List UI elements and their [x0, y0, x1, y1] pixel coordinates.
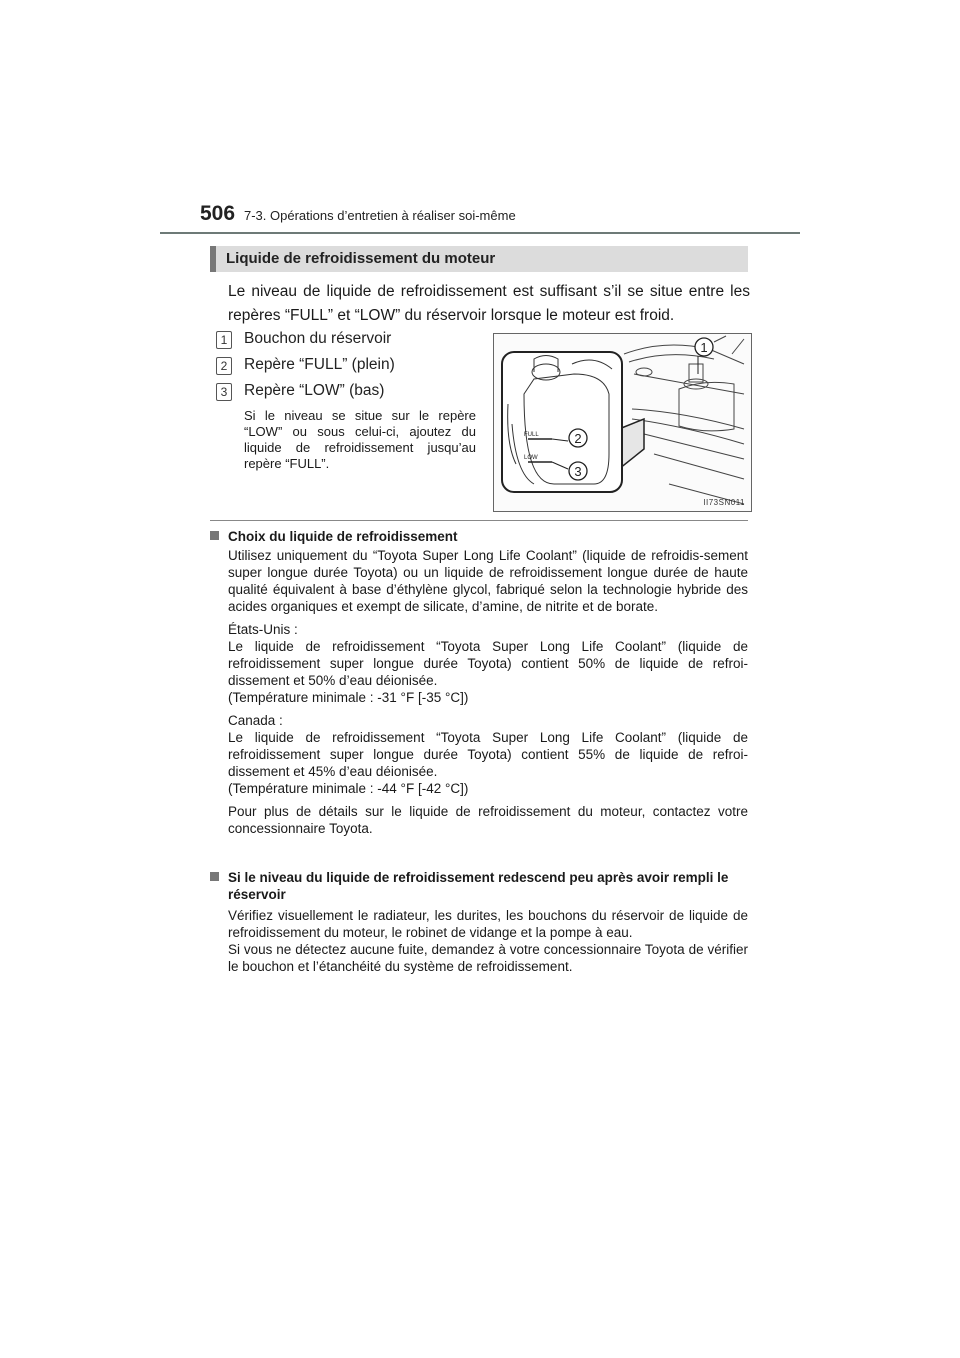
paragraph: Le liquide de refroidissement “Toyota Super Long Life Coolant” (liquide de refroidissement super longue durée Toyota) contient 50% de liquide de refroi-dissement et 50% d’eau déionisée. — [228, 639, 748, 688]
marker-3-label: 3 — [574, 464, 582, 479]
coolant-reservoir-illustration — [493, 333, 752, 512]
figure-code: II73SN011 — [703, 498, 745, 507]
subsection-level-drop — [210, 869, 748, 903]
bullet-square-icon — [210, 531, 219, 540]
paragraph: (Température minimale : -44 °F [-42 °C]) — [228, 781, 469, 796]
marker-1-label: 1 — [700, 340, 708, 355]
paragraph: Utilisez uniquement du “Toyota Super Long Life Coolant” (liquide de refroidis-sement super longue durée Toyota) ou un liquide de refroidissement longue durée de haute qualité équivalent à base d’éthylène glycol, fabriqué selon la technologie hybride des acides organiques et exempt de silicate, d’amine, de nitrite et de borate. — [228, 548, 748, 614]
section-title: Liquide de refroidissement du moteur — [226, 250, 496, 267]
chapter-title: 7-3. Opérations d’entretien à réaliser soi-même — [244, 208, 516, 223]
paragraph: Le liquide de refroidissement “Toyota Super Long Life Coolant” (liquide de refroidissement super longue durée Toyota) contient 55% de liquide de refroi-dissement et 45% d’eau déionisée. — [228, 730, 748, 779]
subsection-coolant-choice — [210, 528, 748, 545]
engine-bay-drawing — [494, 334, 751, 511]
paragraph: États-Unis : — [228, 622, 298, 637]
subsection-heading: Si le niveau du liquide de refroidissement redescend peu après avoir rempli le réservoir — [228, 870, 729, 902]
callout-label: Repère “FULL” (plein) — [244, 356, 395, 373]
callout-number: 3 — [216, 383, 232, 401]
subsection-heading: Choix du liquide de refroidissement — [228, 529, 458, 544]
subsection-level-drop-body — [228, 907, 748, 975]
callout-number: 2 — [216, 357, 232, 375]
page-number: 506 — [200, 202, 236, 225]
callout-label: Repère “LOW” (bas) — [244, 382, 385, 399]
level-note: Si le niveau se situe sur le repère “LOW” ou sous celui-ci, ajoutez du liquide de refroidissement jusqu’au repère “FULL”. — [244, 408, 476, 471]
paragraph: (Température minimale : -31 °F [-35 °C]) — [228, 690, 469, 705]
intro-text: Le niveau de liquide de refroidissement est suffisant s’il se situe entre les repères “FULL” et “LOW” du réservoir lorsque le moteur est froid. — [228, 283, 750, 324]
subsection-coolant-choice-body — [228, 547, 748, 837]
full-mark-label: FULL — [524, 432, 539, 438]
header-rule — [160, 232, 800, 234]
section-accent — [210, 246, 216, 272]
bullet-square-icon — [210, 872, 219, 881]
paragraph: Si vous ne détectez aucune fuite, demandez à votre concessionnaire Toyota de vérifier le bouchon et l’étanchéité du système de refroidissement. — [228, 942, 748, 974]
paragraph: Pour plus de détails sur le liquide de refroidissement du moteur, contactez votre concessionnaire Toyota. — [228, 804, 748, 836]
callout-number: 1 — [216, 331, 232, 349]
section-header — [210, 246, 748, 272]
paragraph: Vérifiez visuellement le radiateur, les durites, les bouchons du réservoir de liquide de refroidissement du moteur, le robinet de vidange et la pompe à eau. — [228, 908, 748, 940]
paragraph: Canada : — [228, 713, 283, 728]
low-mark-label: LOW — [524, 455, 538, 461]
callout-label: Bouchon du réservoir — [244, 330, 392, 347]
marker-2-label: 2 — [574, 431, 582, 446]
section-divider — [210, 520, 748, 521]
